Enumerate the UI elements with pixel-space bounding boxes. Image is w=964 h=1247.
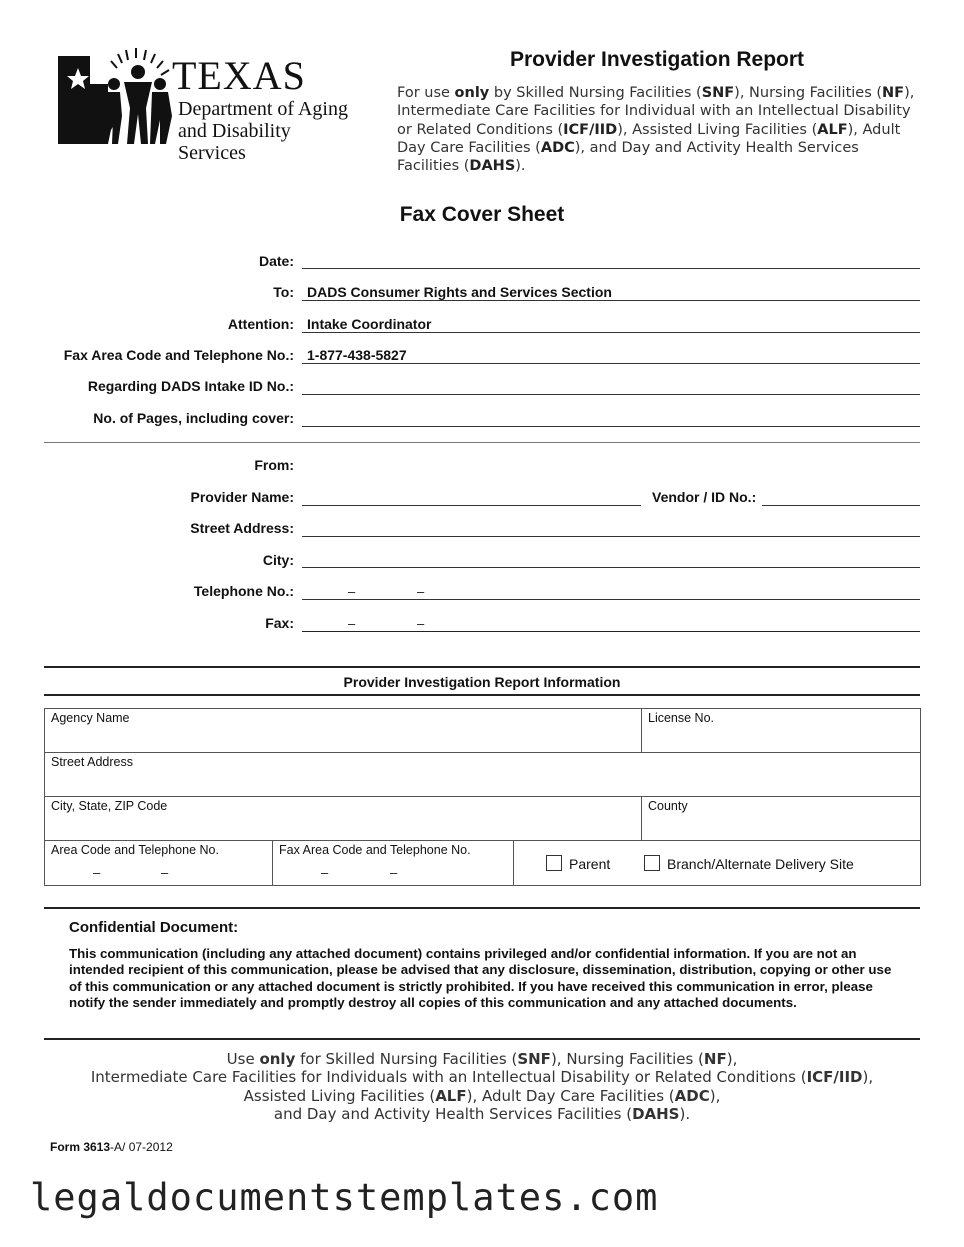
pages-field[interactable] xyxy=(302,426,920,427)
logo-line2: and Disability Services xyxy=(178,120,291,164)
parent-checkbox[interactable] xyxy=(546,855,562,871)
from-label: From: xyxy=(254,457,294,473)
vendor-id-field[interactable] xyxy=(762,505,920,506)
info-section-title: Provider Investigation Report Information xyxy=(343,674,621,690)
footer-use-notice: Use only for Skilled Nursing Facilities (SNF), Nursing Facilities (NF), Intermediate Care Facilities for Individuals with an Intellectual Disability or Related Conditions (ICF/IID), Assisted Living Facilities (ALF), Adult Day Care Facilities (ADC), and Day and Activity Health Services Facilities (DAHS). xyxy=(90,1050,874,1123)
info-phone-cell[interactable] xyxy=(44,840,273,886)
parent-label: Parent xyxy=(569,856,611,872)
logo-line1: Department of Aging xyxy=(178,98,348,120)
intake-id-field[interactable] xyxy=(302,394,920,395)
branch-label: Branch/Alternate Delivery Site xyxy=(667,856,854,872)
license-cell[interactable] xyxy=(641,708,921,753)
fax-dash-1: – xyxy=(348,616,356,631)
license-label: License No. xyxy=(648,711,715,725)
info-phone-label: Area Code and Telephone No. xyxy=(51,843,219,857)
date-label: Date: xyxy=(258,253,294,269)
attention-value: Intake Coordinator xyxy=(307,316,432,332)
info-street-label: Street Address xyxy=(51,755,133,769)
to-value: DADS Consumer Rights and Services Section xyxy=(307,284,612,300)
confidential-body: This communication (including any attached document) contains privileged and/or confidential information. If you are not an intended recipient of this communication, please be advised that any disclosure, dissemination, distribution, copying or other use of this communication or any attached document is strictly prohibited. If you have received this communication in error, please notify the sender immediately and promptly destroy all copies of this communication and any attached documents. xyxy=(69,946,892,1011)
branch-checkbox[interactable] xyxy=(644,855,660,871)
logo-state: TEXAS xyxy=(172,53,306,98)
city-field[interactable] xyxy=(302,567,920,568)
telephone-field[interactable] xyxy=(302,599,920,600)
telephone-dash-1: – xyxy=(348,584,356,599)
fax-number-value: 1-877-438-5827 xyxy=(307,347,407,363)
city-label: City: xyxy=(262,552,294,568)
info-fax-dash-1: – xyxy=(321,865,329,880)
provider-name-field[interactable] xyxy=(302,505,641,506)
street-address-label: Street Address: xyxy=(190,520,294,536)
info-fax-cell[interactable] xyxy=(272,840,514,886)
info-phone-dash-1: – xyxy=(93,865,101,880)
site-type-cell xyxy=(513,840,921,886)
county-cell[interactable] xyxy=(641,796,921,841)
confidential-top-rule xyxy=(44,907,920,909)
attention-label: Attention: xyxy=(227,316,294,332)
attention-field[interactable] xyxy=(302,332,920,333)
to-field[interactable] xyxy=(302,300,920,301)
agency-name-label: Agency Name xyxy=(51,711,130,725)
confidential-title: Confidential Document: xyxy=(69,919,239,936)
intro-paragraph: For use only by Skilled Nursing Facilities (SNF), Nursing Facilities (NF), Intermediate Care Facilities for Individual with an Intellectual Disability or Related Conditions (ICF/IID), Assisted Living Facilities (ALF), Adult Day Care Facilities (ADC), and Day and Activity Health Services Facilities (DAHS). xyxy=(397,85,915,175)
form-number: Form 3613-A/ 07-2012 xyxy=(50,1140,173,1154)
divider xyxy=(44,442,920,443)
vendor-id-label: Vendor / ID No.: xyxy=(652,489,757,505)
agency-logo-icon xyxy=(56,44,176,156)
report-title: Provider Investigation Report xyxy=(509,48,805,71)
to-label: To: xyxy=(273,284,294,300)
dads-logo xyxy=(56,44,356,164)
info-fax-label: Fax Area Code and Telephone No. xyxy=(279,843,471,857)
telephone-label: Telephone No.: xyxy=(193,583,294,599)
info-fax-dash-2: – xyxy=(390,865,398,880)
info-bottom-rule xyxy=(44,694,920,696)
county-label: County xyxy=(648,799,688,813)
agency-name-cell[interactable] xyxy=(44,708,642,753)
info-phone-dash-2: – xyxy=(161,865,169,880)
street-address-field[interactable] xyxy=(302,536,920,537)
fax-label: Fax: xyxy=(265,615,294,631)
date-field[interactable] xyxy=(302,268,920,269)
fax-field[interactable] xyxy=(302,631,920,632)
pages-label: No. of Pages, including cover: xyxy=(93,410,294,426)
city-state-zip-label: City, State, ZIP Code xyxy=(51,799,168,813)
confidential-bottom-rule xyxy=(44,1038,920,1040)
fax-number-field[interactable] xyxy=(302,363,920,364)
watermark: legaldocumentstemplates.com xyxy=(30,1176,659,1219)
info-top-rule xyxy=(44,666,920,668)
telephone-dash-2: – xyxy=(417,584,425,599)
city-state-zip-cell[interactable] xyxy=(44,796,642,841)
info-street-cell[interactable] xyxy=(44,752,921,797)
fax-dash-2: – xyxy=(417,616,425,631)
fax-cover-title: Fax Cover Sheet xyxy=(399,203,565,226)
intake-id-label: Regarding DADS Intake ID No.: xyxy=(87,378,294,394)
fax-number-label: Fax Area Code and Telephone No.: xyxy=(63,347,294,363)
provider-name-label: Provider Name: xyxy=(190,489,294,505)
